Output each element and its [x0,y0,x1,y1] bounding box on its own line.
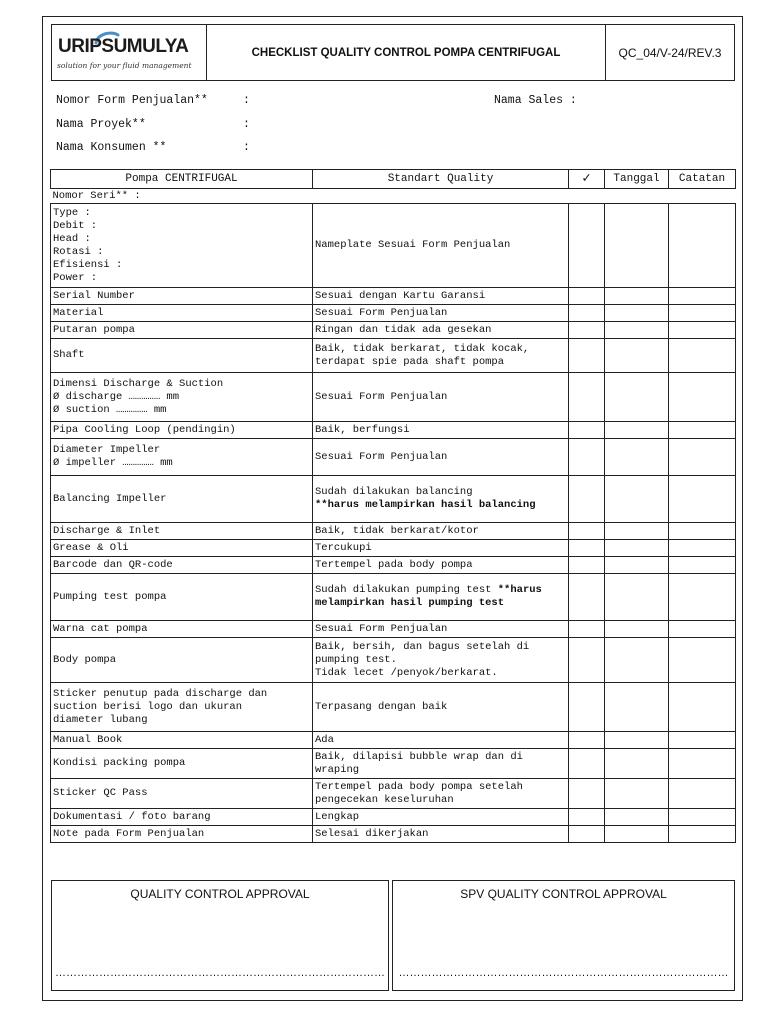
table-row [51,574,736,621]
checklist-item: Type : Debit : Head : Rotasi : Efisiensi : Power : [51,204,313,288]
tanggal-cell[interactable] [605,322,669,339]
header-standard: Standart Quality [313,170,569,189]
check-cell[interactable] [569,288,605,305]
checklist-item: Sticker penutup pada discharge dan suction berisi logo dan ukuran diameter lubang [51,683,313,732]
checklist-item: Note pada Form Penjualan [51,826,313,843]
standard-text: Sudah dilakukan balancing [315,486,473,498]
tanggal-cell[interactable] [605,779,669,809]
check-cell[interactable] [569,732,605,749]
check-cell[interactable] [569,574,605,621]
tanggal-cell[interactable] [605,826,669,843]
standard-quality [313,621,569,638]
tanggal-cell[interactable] [605,621,669,638]
qc-signature-line: ……………………………………………………………………………… [55,967,385,979]
spv-approval-box [392,880,735,991]
catatan-cell[interactable] [669,779,736,809]
checklist-item: Serial Number [51,288,313,305]
standard-requirement-note: **harus melampirkan hasil balancing [315,499,536,511]
standard-quality [313,557,569,574]
qc-approval-title: QUALITY CONTROL APPROVAL [130,887,310,901]
table-row [51,373,736,422]
table-row [51,749,736,779]
catatan-cell[interactable] [669,732,736,749]
checklist-table [50,169,736,843]
standard-text: Sesuai Form Penjualan [315,450,448,463]
standard-quality [313,204,569,288]
table-row [51,476,736,523]
standard-text: Baik, tidak berkarat/kotor [315,524,479,537]
table-row [51,809,736,826]
checklist-item: Body pompa [51,638,313,683]
standard-quality [313,732,569,749]
checklist-item: Pipa Cooling Loop (pendingin) [51,422,313,439]
check-cell[interactable] [569,476,605,523]
nomor-seri-label: Nomor Seri** : [51,189,736,204]
check-cell[interactable] [569,809,605,826]
checklist-item: Pumping test pompa [51,574,313,621]
check-cell[interactable] [569,683,605,732]
tanggal-cell[interactable] [605,732,669,749]
tanggal-cell[interactable] [605,557,669,574]
table-row [51,322,736,339]
checklist-item: Dokumentasi / foto barang [51,809,313,826]
table-row [51,540,736,557]
table-row [51,683,736,732]
nama-sales-label: Nama Sales : [494,94,577,107]
standard-requirement-note: **harus melampirkan hasil pumping test [315,584,542,609]
spv-approval-title: SPV QUALITY CONTROL APPROVAL [460,887,667,901]
tanggal-cell[interactable] [605,305,669,322]
form-header [51,24,735,81]
nama-konsumen-colon: : [243,141,250,154]
standard-quality [313,574,569,621]
catatan-cell[interactable] [669,638,736,683]
logo-tagline: solution for your fluid management [57,61,192,70]
checklist-item: Diameter Impeller Ø impeller …………… mm [51,439,313,476]
tanggal-cell[interactable] [605,288,669,305]
standard-quality [313,638,569,683]
check-cell[interactable] [569,557,605,574]
standard-text: Lengkap [315,810,360,823]
standard-text: Baik, bersih, dan bagus setelah di pumping test. Tidak lecet /penyok/berkarat. [315,640,530,679]
catatan-cell[interactable] [669,373,736,422]
standard-text: Tertempel pada body pompa setelah pengecekan keseluruhan [315,780,523,806]
standard-text: Selesai dikerjakan [315,827,429,840]
checklist-item: Material [51,305,313,322]
header-catatan: Catatan [669,170,736,189]
tanggal-cell[interactable] [605,749,669,779]
standard-text: Nameplate Sesuai Form Penjualan [315,239,511,251]
check-cell[interactable] [569,422,605,439]
tanggal-cell[interactable] [605,476,669,523]
check-cell[interactable] [569,638,605,683]
standard-quality [313,373,569,422]
tanggal-cell[interactable] [605,683,669,732]
standard-quality [313,288,569,305]
tanggal-cell[interactable] [605,339,669,373]
standard-quality [313,826,569,843]
checklist-item: Barcode dan QR-code [51,557,313,574]
catatan-cell[interactable] [669,476,736,523]
checklist-item: Grease & Oli [51,540,313,557]
standard-text: Sesuai Form Penjualan [315,622,448,635]
table-row [51,621,736,638]
nama-konsumen-label: Nama Konsumen ** [56,141,167,154]
checklist-item: Warna cat pompa [51,621,313,638]
catatan-cell[interactable] [669,826,736,843]
standard-quality [313,540,569,557]
check-cell[interactable] [569,373,605,422]
checklist-item: Manual Book [51,732,313,749]
table-row [51,422,736,439]
standard-quality [313,476,569,523]
catatan-cell[interactable] [669,540,736,557]
check-cell[interactable] [569,204,605,288]
check-cell[interactable] [569,779,605,809]
standard-quality [313,779,569,809]
catatan-cell[interactable] [669,322,736,339]
catatan-cell[interactable] [669,621,736,638]
checklist-item: Discharge & Inlet [51,523,313,540]
standard-quality [313,439,569,476]
company-logo [52,25,207,80]
catatan-cell[interactable] [669,557,736,574]
standard-text: Sudah dilakukan pumping test [315,584,492,596]
check-cell[interactable] [569,439,605,476]
standard-quality [313,749,569,779]
catatan-cell[interactable] [669,683,736,732]
table-row [51,288,736,305]
catatan-cell[interactable] [669,339,736,373]
logo-text: URIPSUMULYA [58,36,189,57]
catatan-cell[interactable] [669,809,736,826]
catatan-cell[interactable] [669,422,736,439]
standard-quality [313,422,569,439]
table-row [51,557,736,574]
standard-quality [313,339,569,373]
nomor-seri-row [51,189,736,204]
table-row [51,439,736,476]
checklist-item: Dimensi Discharge & Suction Ø discharge …………… mm Ø suction …………… mm [51,373,313,422]
table-row [51,339,736,373]
check-cell[interactable] [569,305,605,322]
document-title: CHECKLIST QUALITY CONTROL POMPA CENTRIFUGAL [207,25,606,80]
checklist-item: Putaran pompa [51,322,313,339]
standard-text: Sesuai dengan Kartu Garansi [315,289,486,302]
tanggal-cell[interactable] [605,523,669,540]
check-cell[interactable] [569,322,605,339]
standard-text: Baik, dilapisi bubble wrap dan di wraping [315,750,523,776]
standard-text: Baik, berfungsi [315,423,410,436]
checklist-item: Shaft [51,339,313,373]
standard-quality [313,809,569,826]
standard-quality [313,305,569,322]
tanggal-cell[interactable] [605,439,669,476]
table-row [51,779,736,809]
tanggal-cell[interactable] [605,638,669,683]
qc-approval-box [51,880,389,991]
standard-quality [313,322,569,339]
header-check-icon: ✓ [569,170,605,189]
tanggal-cell[interactable] [605,574,669,621]
check-cell[interactable] [569,540,605,557]
check-cell[interactable] [569,826,605,843]
tanggal-cell[interactable] [605,809,669,826]
standard-text: Ringan dan tidak ada gesekan [315,323,492,336]
header-item: Pompa CENTRIFUGAL [51,170,313,189]
table-header-row [51,170,736,189]
standard-text: Sesuai Form Penjualan [315,390,448,403]
standard-quality [313,683,569,732]
tanggal-cell[interactable] [605,204,669,288]
catatan-cell[interactable] [669,574,736,621]
checklist-item: Kondisi packing pompa [51,749,313,779]
header-tanggal: Tanggal [605,170,669,189]
standard-text: Tertempel pada body pompa [315,558,473,571]
check-cell[interactable] [569,621,605,638]
spv-signature-line: ……………………………………………………………………………… [398,967,729,979]
check-cell[interactable] [569,749,605,779]
table-row [51,204,736,288]
table-row [51,638,736,683]
standard-text: Tercukupi [315,541,372,554]
standard-quality [313,523,569,540]
check-cell[interactable] [569,523,605,540]
document-code: QC_04/V-24/REV.3 [618,45,722,60]
standard-text: Terpasang dengan baik [315,700,448,713]
table-row [51,523,736,540]
standard-text: Ada [315,733,334,746]
tanggal-cell[interactable] [605,373,669,422]
checklist-item: Balancing Impeller [51,476,313,523]
tanggal-cell[interactable] [605,422,669,439]
catatan-cell[interactable] [669,288,736,305]
standard-text: Sesuai Form Penjualan [315,306,448,319]
catatan-cell[interactable] [669,204,736,288]
table-row [51,732,736,749]
check-cell[interactable] [569,339,605,373]
standard-text: Baik, tidak berkarat, tidak kocak, terdapat spie pada shaft pompa [315,342,530,368]
catatan-cell[interactable] [669,749,736,779]
checklist-item: Sticker QC Pass [51,779,313,809]
nama-proyek-colon: : [243,118,250,131]
nomor-form-colon: : [243,94,250,107]
catatan-cell[interactable] [669,523,736,540]
nomor-form-label: Nomor Form Penjualan** [56,94,208,107]
catatan-cell[interactable] [669,305,736,322]
catatan-cell[interactable] [669,439,736,476]
table-row [51,305,736,322]
table-row [51,826,736,843]
tanggal-cell[interactable] [605,540,669,557]
nama-proyek-label: Nama Proyek** [56,118,146,131]
